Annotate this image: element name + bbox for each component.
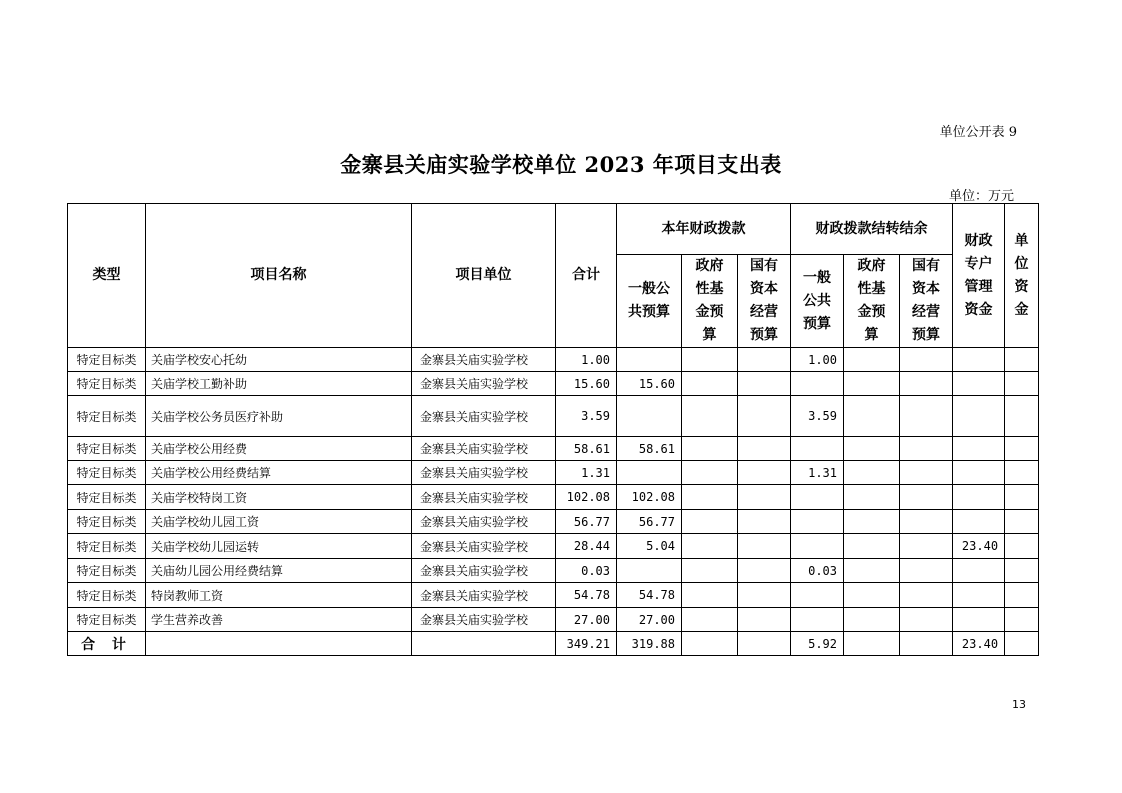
cell-co-gov-fund (844, 396, 900, 437)
cell-project-unit: 金寨县关庙实验学校 (412, 510, 556, 534)
cell-state-capital (738, 608, 791, 632)
header-line: 预算 (750, 327, 778, 343)
cell-co-gov-fund (844, 559, 900, 583)
cell-total: 58.61 (556, 437, 617, 461)
cell-co-gov-fund (844, 510, 900, 534)
total-sum: 349.21 (556, 632, 617, 656)
header-unit-fund (1005, 204, 1039, 348)
header-carryover-state-capital (900, 255, 953, 348)
header-line: 经营 (750, 304, 778, 320)
cell-state-capital (738, 534, 791, 559)
cell-total: 15.60 (556, 372, 617, 396)
cell-state-capital (738, 485, 791, 510)
cell-gov-fund (682, 396, 738, 437)
cell-special-fund (953, 485, 1005, 510)
cell-unit-fund (1005, 348, 1039, 372)
header-line: 专户 (964, 255, 993, 272)
cell-co-general (791, 372, 844, 396)
cell-co-state-capital (900, 583, 953, 608)
cell-project-name: 关庙学校安心托幼 (146, 348, 412, 372)
cell-gov-fund (682, 437, 738, 461)
page-title: 金寨县关庙实验学校单位 2023 年项目支出表 (340, 152, 782, 177)
cell-type: 特定目标类 (68, 608, 146, 632)
cell-type: 特定目标类 (68, 372, 146, 396)
header-line: 金预 (695, 304, 724, 320)
cell-co-general: 0.03 (791, 559, 844, 583)
cell-empty (1005, 632, 1039, 656)
table-row (68, 583, 1039, 608)
expenditure-table (67, 203, 1039, 656)
header-line: 性基 (857, 281, 886, 297)
cell-unit-fund (1005, 583, 1039, 608)
cell-co-general: 3.59 (791, 396, 844, 437)
cell-total: 1.31 (556, 461, 617, 485)
cell-co-state-capital (900, 461, 953, 485)
cell-type: 特定目标类 (68, 510, 146, 534)
cell-project-unit: 金寨县关庙实验学校 (412, 485, 556, 510)
cell-project-unit: 金寨县关庙实验学校 (412, 608, 556, 632)
header-current-year-group: 本年财政拨款 (617, 204, 791, 255)
cell-co-gov-fund (844, 348, 900, 372)
cell-state-capital (738, 396, 791, 437)
cell-co-gov-fund (844, 485, 900, 510)
cell-co-state-capital (900, 534, 953, 559)
table-row (68, 608, 1039, 632)
cell-co-gov-fund (844, 534, 900, 559)
cell-type: 特定目标类 (68, 437, 146, 461)
cell-unit-fund (1005, 437, 1039, 461)
cell-special-fund (953, 461, 1005, 485)
total-co-general: 5.92 (791, 632, 844, 656)
cell-co-general (791, 534, 844, 559)
cell-project-unit: 金寨县关庙实验学校 (412, 437, 556, 461)
cell-co-state-capital (900, 437, 953, 461)
table-row (68, 534, 1039, 559)
cell-co-general: 1.00 (791, 348, 844, 372)
cell-state-capital (738, 348, 791, 372)
cell-unit-fund (1005, 534, 1039, 559)
unit-label: 单位：万元 (948, 189, 1014, 204)
cell-general: 56.77 (617, 510, 682, 534)
cell-project-unit: 金寨县关庙实验学校 (412, 461, 556, 485)
page-number: 13 (1012, 698, 1026, 711)
header-general-budget (617, 255, 682, 348)
cell-unit-fund (1005, 559, 1039, 583)
header-project-name: 项目名称 (146, 204, 412, 348)
total-general: 319.88 (617, 632, 682, 656)
header-line: 财政 (964, 232, 993, 249)
cell-gov-fund (682, 372, 738, 396)
cell-empty (844, 632, 900, 656)
cell-general: 15.60 (617, 372, 682, 396)
header-special-fund (953, 204, 1005, 348)
cell-total: 1.00 (556, 348, 617, 372)
cell-special-fund (953, 396, 1005, 437)
cell-state-capital (738, 461, 791, 485)
header-line: 预算 (803, 315, 832, 332)
total-special-fund: 23.40 (953, 632, 1005, 656)
cell-project-name: 关庙学校公用经费 (146, 437, 412, 461)
cell-empty (412, 632, 556, 656)
cell-co-gov-fund (844, 372, 900, 396)
cell-project-name: 学生营养改善 (146, 608, 412, 632)
header-line: 性基 (695, 281, 724, 297)
table-row (68, 437, 1039, 461)
cell-total: 0.03 (556, 559, 617, 583)
cell-type: 特定目标类 (68, 348, 146, 372)
table-row (68, 348, 1039, 372)
cell-special-fund (953, 559, 1005, 583)
cell-unit-fund (1005, 372, 1039, 396)
header-line: 预算 (912, 327, 941, 343)
cell-project-unit: 金寨县关庙实验学校 (412, 372, 556, 396)
cell-co-state-capital (900, 608, 953, 632)
cell-co-state-capital (900, 348, 953, 372)
cell-state-capital (738, 583, 791, 608)
header-line: 国有 (912, 258, 941, 274)
cell-empty (146, 632, 412, 656)
header-line: 资金 (964, 301, 993, 318)
cell-gov-fund (682, 534, 738, 559)
cell-gov-fund (682, 608, 738, 632)
cell-gov-fund (682, 461, 738, 485)
cell-unit-fund (1005, 396, 1039, 437)
cell-co-gov-fund (844, 461, 900, 485)
cell-type: 特定目标类 (68, 559, 146, 583)
header-line: 资 (1014, 278, 1029, 295)
header-line: 政府 (857, 258, 886, 274)
cell-gov-fund (682, 485, 738, 510)
cell-special-fund (953, 583, 1005, 608)
cell-total: 56.77 (556, 510, 617, 534)
table-row (68, 372, 1039, 396)
cell-state-capital (738, 372, 791, 396)
header-line: 一般 (803, 269, 832, 286)
cell-total: 102.08 (556, 485, 617, 510)
cell-project-name: 关庙学校公用经费结算 (146, 461, 412, 485)
cell-project-unit: 金寨县关庙实验学校 (412, 534, 556, 559)
header-line: 经营 (912, 304, 941, 320)
header-line: 政府 (695, 258, 724, 274)
cell-special-fund (953, 510, 1005, 534)
cell-project-name: 特岗教师工资 (146, 583, 412, 608)
cell-project-name: 关庙学校幼儿园工资 (146, 510, 412, 534)
cell-project-unit: 金寨县关庙实验学校 (412, 348, 556, 372)
header-gov-fund (682, 255, 738, 348)
header-line: 资本 (750, 281, 778, 297)
cell-general (617, 348, 682, 372)
cell-total: 3.59 (556, 396, 617, 437)
cell-empty (738, 632, 791, 656)
cell-co-state-capital (900, 485, 953, 510)
cell-special-fund (953, 437, 1005, 461)
cell-co-general (791, 485, 844, 510)
header-line: 金 (1014, 301, 1029, 318)
header-carryover-gov-fund (844, 255, 900, 348)
header-line: 金预 (857, 304, 886, 320)
cell-total: 28.44 (556, 534, 617, 559)
header-line: 共预算 (628, 304, 670, 320)
cell-unit-fund (1005, 485, 1039, 510)
cell-co-state-capital (900, 396, 953, 437)
table-row (68, 461, 1039, 485)
cell-co-gov-fund (844, 583, 900, 608)
cell-type: 特定目标类 (68, 461, 146, 485)
header-total: 合计 (556, 204, 617, 348)
cell-general (617, 396, 682, 437)
total-label: 合 计 (68, 632, 146, 656)
cell-total: 54.78 (556, 583, 617, 608)
cell-project-name: 关庙学校工勤补助 (146, 372, 412, 396)
cell-special-fund (953, 348, 1005, 372)
header-state-capital (738, 255, 791, 348)
header-carryover-group: 财政拨款结转结余 (791, 204, 953, 255)
header-line: 国有 (750, 258, 778, 274)
header-type: 类型 (68, 204, 146, 348)
cell-empty (900, 632, 953, 656)
header-carryover-general (791, 255, 844, 348)
cell-project-unit: 金寨县关庙实验学校 (412, 583, 556, 608)
cell-unit-fund (1005, 608, 1039, 632)
cell-general (617, 461, 682, 485)
cell-co-state-capital (900, 559, 953, 583)
header-line: 公共 (803, 292, 832, 309)
cell-general: 54.78 (617, 583, 682, 608)
cell-type: 特定目标类 (68, 485, 146, 510)
cell-general (617, 559, 682, 583)
cell-type: 特定目标类 (68, 534, 146, 559)
cell-total: 27.00 (556, 608, 617, 632)
cell-project-name: 关庙学校幼儿园运转 (146, 534, 412, 559)
cell-state-capital (738, 559, 791, 583)
cell-gov-fund (682, 559, 738, 583)
cell-co-general (791, 437, 844, 461)
table-row (68, 396, 1039, 437)
cell-co-general (791, 510, 844, 534)
cell-co-state-capital (900, 372, 953, 396)
cell-project-unit: 金寨县关庙实验学校 (412, 396, 556, 437)
cell-project-name: 关庙学校公务员医疗补助 (146, 396, 412, 437)
cell-general: 58.61 (617, 437, 682, 461)
table-row (68, 485, 1039, 510)
header-line: 算 (702, 327, 717, 343)
cell-co-general (791, 608, 844, 632)
header-line: 管理 (964, 278, 993, 295)
cell-unit-fund (1005, 510, 1039, 534)
cell-special-fund (953, 372, 1005, 396)
cell-co-general (791, 583, 844, 608)
cell-special-fund: 23.40 (953, 534, 1005, 559)
header-line: 一般公 (628, 281, 670, 297)
cell-type: 特定目标类 (68, 396, 146, 437)
header-line: 算 (864, 327, 879, 343)
cell-project-unit: 金寨县关庙实验学校 (412, 559, 556, 583)
table-row (68, 559, 1039, 583)
header-line: 单 (1014, 232, 1029, 249)
cell-empty (682, 632, 738, 656)
total-row (68, 632, 1039, 656)
cell-state-capital (738, 510, 791, 534)
cell-general: 102.08 (617, 485, 682, 510)
cell-special-fund (953, 608, 1005, 632)
cell-gov-fund (682, 583, 738, 608)
table-row (68, 510, 1039, 534)
header-line: 资本 (912, 281, 941, 297)
cell-project-name: 关庙幼儿园公用经费结算 (146, 559, 412, 583)
header-line: 位 (1014, 255, 1029, 272)
cell-state-capital (738, 437, 791, 461)
cell-co-general: 1.31 (791, 461, 844, 485)
header-project-unit: 项目单位 (412, 204, 556, 348)
cell-co-state-capital (900, 510, 953, 534)
cell-co-gov-fund (844, 608, 900, 632)
cell-general: 5.04 (617, 534, 682, 559)
form-number: 单位公开表 9 (939, 125, 1017, 140)
cell-type: 特定目标类 (68, 583, 146, 608)
cell-project-name: 关庙学校特岗工资 (146, 485, 412, 510)
cell-gov-fund (682, 510, 738, 534)
cell-gov-fund (682, 348, 738, 372)
cell-general: 27.00 (617, 608, 682, 632)
cell-unit-fund (1005, 461, 1039, 485)
cell-co-gov-fund (844, 437, 900, 461)
